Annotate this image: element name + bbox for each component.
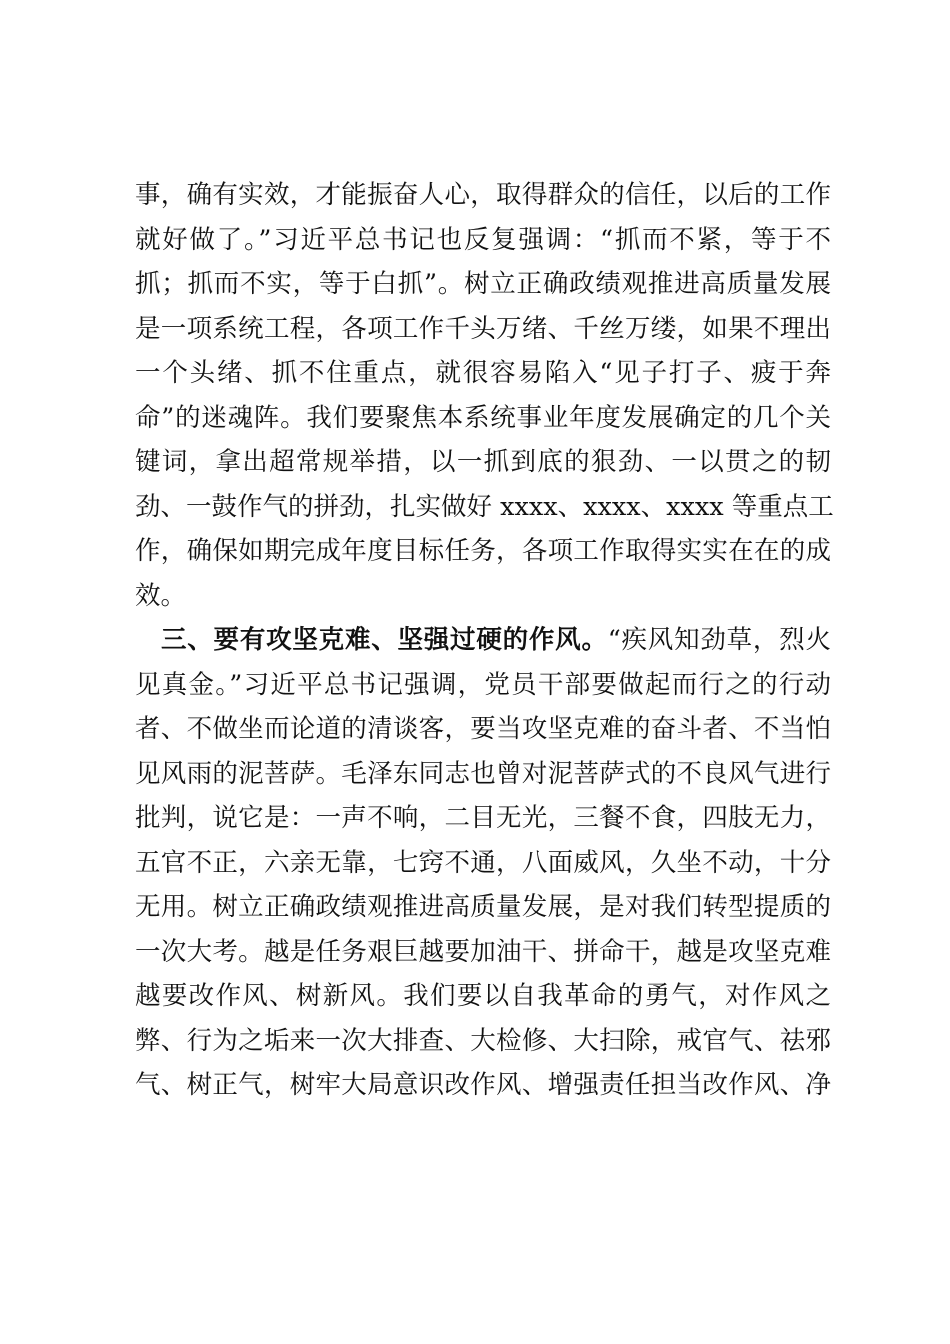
- body-line: 者、不做坐而论道的清谈客，要当攻坚克难的奋斗者、不当怕: [135, 714, 831, 744]
- body-line: 就好做了。”习近平总书记也反复强调：“抓而不紧，等于不: [135, 224, 831, 255]
- body-line: 一次大考。越是任务艰巨越要加油干、拼命干，越是攻坚克难: [135, 936, 831, 967]
- body-line: 无用。树立正确政绩观推进高质量发展，是对我们转型提质的: [135, 892, 831, 922]
- body-line: 抓；抓而不实，等于白抓”。树立正确政绩观推进高质量发展: [135, 269, 831, 299]
- body-line: 见风雨的泥菩萨。毛泽东同志也曾对泥菩萨式的不良风气进行: [135, 758, 831, 789]
- body-line: 命”的迷魂阵。我们要聚焦本系统事业年度发展确定的几个关: [135, 402, 831, 433]
- body-line: 是一项系统工程，各项工作千头万绪、千丝万缕，如果不理出: [135, 313, 831, 344]
- document-page: [135, 173, 834, 1108]
- body-line: 五官不正，六亲无靠，七窍不通，八面威风，久坐不动，十分: [135, 847, 831, 878]
- body-line: 事，确有实效，才能振奋人心，取得群众的信任，以后的工作: [135, 180, 831, 210]
- body-line: 见真金。”习近平总书记强调，党员干部要做起而行之的行动: [135, 669, 831, 700]
- section-quote: “疾风知劲草，烈火: [607, 625, 831, 655]
- body-line: 气、树正气，树牢大局意识改作风、增强责任担当改作风、净: [135, 1070, 831, 1100]
- body-line: 批判，说它是：一声不响，二目无光，三餐不食，四肢无力，: [135, 803, 831, 833]
- body-line: 效。: [135, 580, 187, 611]
- body-line: 作，确保如期完成年度目标任务，各项工作取得实实在在的成: [135, 536, 831, 566]
- section-heading-line: [135, 618, 831, 663]
- section-heading: 三、要有攻坚克难、坚强过硬的作风。: [161, 625, 608, 655]
- body-line: 劲、一鼓作气的拼劲，扎实做好 xxxx、xxxx、xxxx 等重点工: [135, 491, 834, 522]
- body-line: 一个头绪、抓不住重点，就很容易陷入“见子打子、疲于奔: [135, 358, 831, 388]
- body-line: 键词，拿出超常规举措，以一抓到底的狠劲、一以贯之的韧: [135, 447, 831, 477]
- body-line: 弊、行为之垢来一次大排查、大检修、大扫除，戒官气、祛邪: [135, 1025, 831, 1056]
- body-line: 越要改作风、树新风。我们要以自我革命的勇气，对作风之: [135, 981, 831, 1011]
